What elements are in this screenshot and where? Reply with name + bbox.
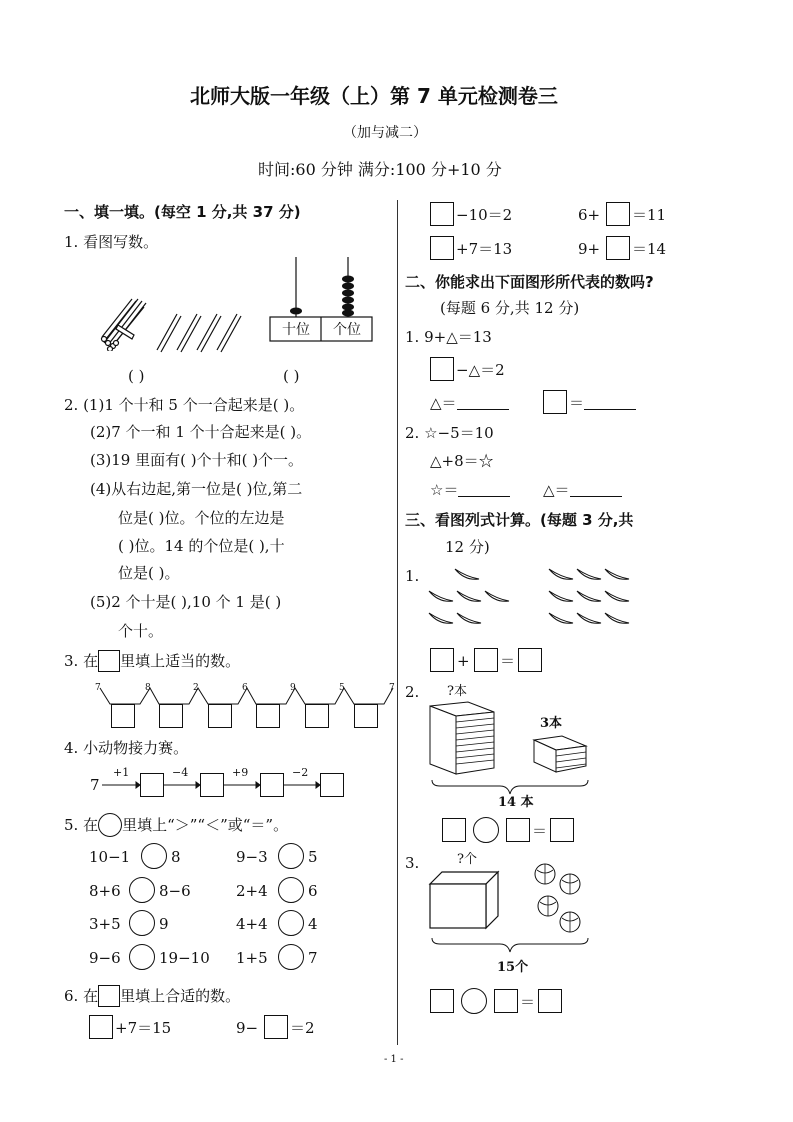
q4-op: −4 <box>172 766 189 779</box>
s2-q1-line2: −△＝2 <box>456 361 505 379</box>
s3-q2-label: 2. <box>405 683 420 701</box>
square-symbol <box>98 985 120 1007</box>
q4-op: +1 <box>113 766 130 779</box>
s3-q1-label: 1. <box>405 567 420 585</box>
q5-compare-circle[interactable] <box>129 944 155 970</box>
book-stack-large <box>428 700 498 780</box>
q5-compare-circle[interactable] <box>141 843 167 869</box>
q5-row3-right2: 4 <box>308 915 318 933</box>
s2-q2-triangle-blank[interactable] <box>570 482 622 497</box>
q5-compare-circle[interactable] <box>278 910 304 936</box>
s3-q2-unknown: ?本 <box>447 684 467 699</box>
q1-label: 1. 看图写数。 <box>64 233 159 251</box>
q2-line8: (5)2 个十是( ),10 个 1 是( ) <box>90 593 282 611</box>
column-divider <box>397 200 398 1045</box>
q2-line4: (4)从右边起,第一位是( )位,第二 <box>90 480 303 498</box>
abacus-ones-label: 个位 <box>333 322 361 338</box>
loose-sticks-image <box>155 310 245 354</box>
q6-label-a: 6. 在 <box>64 987 99 1005</box>
q6-answer-box[interactable] <box>606 202 630 226</box>
s3-q3-answer-box[interactable] <box>430 989 454 1013</box>
q4-arrows <box>100 775 350 795</box>
q3-label <box>64 650 240 672</box>
q6-expr-b-tail: ＝2 <box>290 1019 315 1037</box>
s2-square-symbol <box>430 357 454 381</box>
q3-answer-box[interactable] <box>305 704 329 728</box>
q5-row1-right2: 5 <box>308 848 318 866</box>
q1-answer-left[interactable]: ( ) <box>128 367 145 385</box>
q4-answer-box[interactable] <box>140 773 164 797</box>
q6-expr-a: +7＝15 <box>115 1019 172 1037</box>
q3-number: 5 <box>339 683 345 693</box>
s3-q2-answer-box[interactable] <box>442 818 466 842</box>
q3-answer-box[interactable] <box>159 704 183 728</box>
q6-expr-f-head: 9+ <box>578 240 601 258</box>
q3-answer-box[interactable] <box>111 704 135 728</box>
q5-label <box>64 813 288 837</box>
q3-number: 7 <box>95 683 101 693</box>
s3-q3-answer-box[interactable] <box>538 989 562 1013</box>
bananas-group-right <box>545 565 635 635</box>
page-title: 北师大版一年级（上）第 7 单元检测卷三 <box>190 84 558 108</box>
s3-q2-operator-circle[interactable] <box>473 817 499 843</box>
q5-row3-right: 9 <box>159 915 169 933</box>
s3-q3-total: 15个 <box>497 960 529 975</box>
s3-q2-total: 14 本 <box>498 795 534 810</box>
q5-row2-right: 8−6 <box>159 882 191 900</box>
stick-bundle-image <box>98 295 158 351</box>
q2-line3: (3)19 里面有( )个十和( )个一。 <box>90 451 304 469</box>
q2-line6: ( )位。14 的个位是( ),十 <box>118 537 285 555</box>
bananas-group-left <box>425 565 515 635</box>
q5-row2-left2: 2+4 <box>236 882 268 900</box>
s3-q1-answer-box[interactable] <box>474 648 498 672</box>
circle-symbol <box>98 813 122 837</box>
s2-q2-star-answer <box>430 480 510 500</box>
q6-expr-d-tail: ＝11 <box>632 206 667 224</box>
q3-answer-box[interactable] <box>256 704 280 728</box>
q5-compare-circle[interactable] <box>278 944 304 970</box>
q1-answer-right[interactable]: ( ) <box>283 367 300 385</box>
q6-answer-box[interactable] <box>430 236 454 260</box>
s3-q2-known: 3本 <box>540 716 563 731</box>
s3-q2-equals: ＝ <box>532 822 548 840</box>
s2-star-label: ☆＝ <box>430 481 459 499</box>
section1-heading: 一、填一填。(每空 1 分,共 37 分) <box>64 203 301 221</box>
q5-row1-left: 10−1 <box>89 848 131 866</box>
q5-row4-left2: 1+5 <box>236 949 268 967</box>
s2-q1-triangle-answer <box>430 393 509 413</box>
q3-number: 9 <box>290 683 296 693</box>
q3-number: 8 <box>145 683 151 693</box>
q2-line1: 2. (1)1 个十和 5 个一合起来是( )。 <box>64 396 305 414</box>
s3-q3-answer-box[interactable] <box>494 989 518 1013</box>
page-subtitle: （加与减二） <box>343 125 427 141</box>
q3-answer-box[interactable] <box>208 704 232 728</box>
s2-q1-square-answer <box>569 393 636 413</box>
s3-q3-bracket <box>430 936 590 954</box>
s2-square-blank[interactable] <box>584 395 636 410</box>
q2-line2: (2)7 个一和 1 个十合起来是( )。 <box>90 423 312 441</box>
s3-q3-unknown: ?个 <box>457 852 477 867</box>
s2-q2-line2: △+8＝☆ <box>430 452 494 470</box>
book-stack-small <box>532 734 588 776</box>
time-info: 时间:60 分钟 满分:100 分+10 分 <box>258 160 502 179</box>
s2-triangle-label: △＝ <box>430 394 457 412</box>
q4-start-number: 7 <box>90 776 100 794</box>
section2-points: (每题 6 分,共 12 分) <box>440 299 580 317</box>
q6-expr-c: −10＝2 <box>456 206 513 224</box>
q4-label: 4. 小动物接力赛。 <box>64 739 189 757</box>
q6-answer-box[interactable] <box>606 236 630 260</box>
q5-label-a: 5. 在 <box>64 816 99 834</box>
s2-triangle-blank[interactable] <box>457 395 509 410</box>
q5-compare-circle[interactable] <box>129 877 155 903</box>
s3-q1-plus: + <box>457 652 470 670</box>
q6-expr-b-head: 9− <box>236 1019 259 1037</box>
q3-answer-box[interactable] <box>354 704 378 728</box>
q5-row1-right: 8 <box>171 848 181 866</box>
s2-q1-line1: 1. 9+△＝13 <box>405 328 492 346</box>
q6-expr-e: +7＝13 <box>456 240 513 258</box>
q5-row3-left2: 4+4 <box>236 915 268 933</box>
q4-answer-box[interactable] <box>260 773 284 797</box>
q2-line7: 位是( )。 <box>118 564 180 582</box>
q3-label-b: 里填上适当的数。 <box>120 652 241 670</box>
q5-row4-left: 9−6 <box>89 949 121 967</box>
q2-line9: 个十。 <box>118 622 164 640</box>
s3-q1-answer-box[interactable] <box>518 648 542 672</box>
s2-square-label: ＝ <box>569 394 585 412</box>
q6-label-b: 里填上合适的数。 <box>120 987 241 1005</box>
q4-op: −2 <box>292 766 309 779</box>
section3-heading-cont: 12 分) <box>445 538 490 556</box>
q6-label <box>64 985 240 1007</box>
q5-row1-left2: 9−3 <box>236 848 268 866</box>
q5-compare-circle[interactable] <box>278 877 304 903</box>
q6-expr-d-head: 6+ <box>578 206 601 224</box>
q4-answer-box[interactable] <box>320 773 344 797</box>
q5-row3-left: 3+5 <box>89 915 121 933</box>
q3-number: 2 <box>193 683 199 693</box>
box-image <box>428 870 500 930</box>
abacus-tens-label: 十位 <box>282 322 310 338</box>
q3-number: 6 <box>242 683 248 693</box>
q5-label-b: 里填上“＞”“＜”或“＝”。 <box>122 816 289 834</box>
basketballs-image <box>532 860 588 936</box>
q5-compare-circle[interactable] <box>129 910 155 936</box>
s2-star-blank[interactable] <box>458 482 510 497</box>
q5-compare-circle[interactable] <box>278 843 304 869</box>
s3-q2-answer-box[interactable] <box>550 818 574 842</box>
section3-heading: 三、看图列式计算。(每题 3 分,共 <box>405 511 634 529</box>
s3-q3-operator-circle[interactable] <box>461 988 487 1014</box>
q4-op: +9 <box>232 766 249 779</box>
section2-heading: 二、你能求出下面图形所代表的数吗? <box>405 273 654 291</box>
q5-row2-left: 8+6 <box>89 882 121 900</box>
q3-number: 7 <box>389 683 395 693</box>
s2-q2-triangle-answer <box>543 480 622 500</box>
s2-square-symbol <box>543 390 567 414</box>
q6-expr-f-tail: ＝14 <box>632 240 667 258</box>
q2-line5: 位是( )位。个位的左边是 <box>118 509 285 527</box>
q6-answer-box[interactable] <box>264 1015 288 1039</box>
q5-row4-right: 19−10 <box>159 949 210 967</box>
s3-q2-answer-box[interactable] <box>506 818 530 842</box>
q6-answer-box[interactable] <box>89 1015 113 1039</box>
q5-row4-right2: 7 <box>308 949 318 967</box>
s2-q2-triangle-label: △＝ <box>543 481 570 499</box>
s3-q3-equals: ＝ <box>520 993 536 1011</box>
s3-q1-answer-box[interactable] <box>430 648 454 672</box>
q6-answer-box[interactable] <box>430 202 454 226</box>
s2-q2-line1: 2. ☆−5＝10 <box>405 424 494 442</box>
q4-answer-box[interactable] <box>200 773 224 797</box>
s3-q3-label: 3. <box>405 854 420 872</box>
q3-label-a: 3. 在 <box>64 652 99 670</box>
q5-row2-right2: 6 <box>308 882 318 900</box>
square-symbol <box>98 650 120 672</box>
page-number: - 1 - <box>384 1054 404 1065</box>
s3-q1-equals: ＝ <box>500 652 516 670</box>
